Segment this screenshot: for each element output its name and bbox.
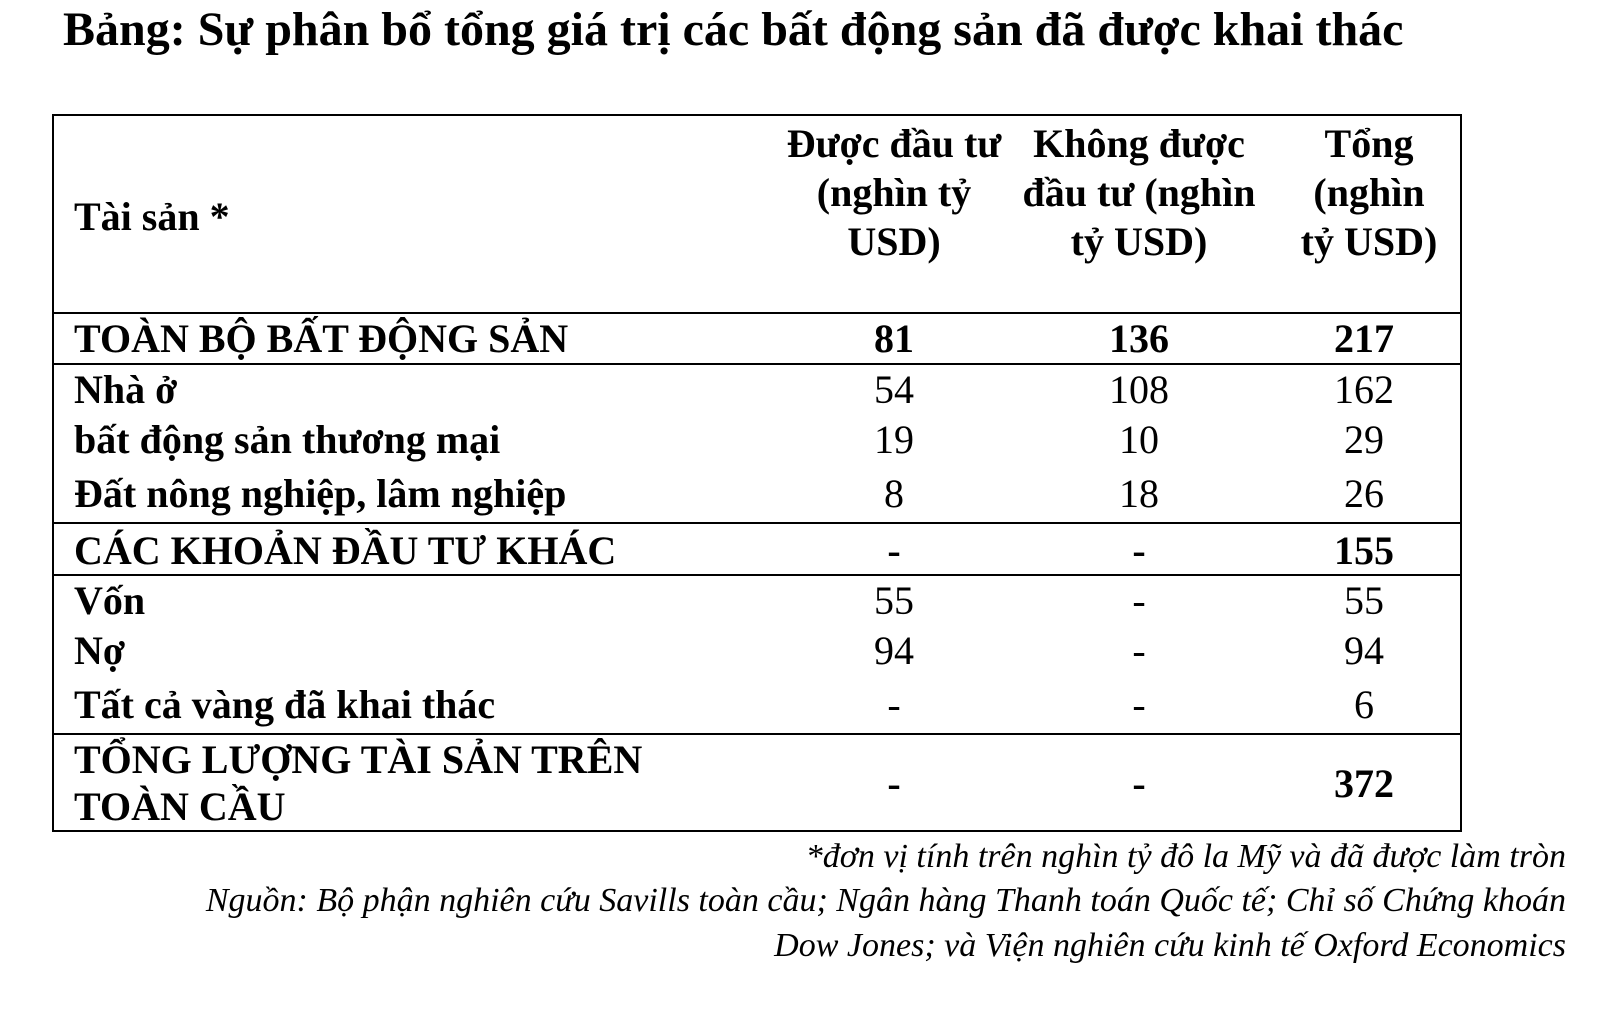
cell-total: 372 xyxy=(1334,761,1394,806)
table-title: Bảng: Sự phân bổ tổng giá trị các bất động sản đã được khai thác xyxy=(63,3,1404,56)
cell-total: 6 xyxy=(1354,682,1374,727)
row-label: TOÀN BỘ BẤT ĐỘNG SẢN xyxy=(74,316,569,361)
row-label-line2: TOÀN CẦU xyxy=(74,784,286,829)
wealth-allocation-table xyxy=(52,114,1462,832)
cell-invested: 81 xyxy=(874,316,914,361)
cell-not-invested: 18 xyxy=(1119,471,1159,516)
header-not-invested: Không được đầu tư (nghìn tỷ USD) xyxy=(1022,121,1256,264)
table-row-total-real-estate xyxy=(54,312,1460,364)
source-line-2: Dow Jones; và Viện nghiên cứu kinh tế Oxford Economics xyxy=(774,927,1566,964)
cell-total: 29 xyxy=(1344,417,1384,462)
header-asset: Tài sản * xyxy=(74,194,230,239)
cell-not-invested: 10 xyxy=(1119,417,1159,462)
header-invested: Được đầu tư (nghìn tỷ USD) xyxy=(786,121,1002,264)
cell-invested: - xyxy=(887,761,901,806)
row-label-line1: TỔNG LƯỢNG TÀI SẢN TRÊN xyxy=(74,737,643,782)
cell-invested: 8 xyxy=(884,471,904,516)
cell-invested: - xyxy=(887,528,901,573)
cell-invested: 19 xyxy=(874,417,914,462)
cell-total: 94 xyxy=(1344,628,1384,673)
cell-invested: 54 xyxy=(874,367,914,412)
cell-total: 217 xyxy=(1334,316,1394,361)
cell-not-invested: - xyxy=(1132,682,1146,727)
row-label-housing: Nhà ở xyxy=(74,367,178,412)
cell-not-invested: - xyxy=(1132,528,1146,573)
cell-not-invested: - xyxy=(1132,628,1146,673)
cell-not-invested: - xyxy=(1132,761,1146,806)
cell-invested: - xyxy=(887,682,901,727)
cell-invested: 55 xyxy=(874,578,914,623)
table-row-global-total xyxy=(54,733,1460,832)
row-label: CÁC KHOẢN ĐẦU TƯ KHÁC xyxy=(74,528,617,573)
row-label-commercial: bất động sản thương mại xyxy=(74,417,501,462)
cell-total: 155 xyxy=(1334,528,1394,573)
other-investments-subrows xyxy=(54,574,1460,734)
cell-not-invested: 136 xyxy=(1109,316,1169,361)
cell-invested: 94 xyxy=(874,628,914,673)
cell-total: 55 xyxy=(1344,578,1384,623)
row-label-gold: Tất cả vàng đã khai thác xyxy=(74,682,496,727)
row-label-equity: Vốn xyxy=(74,578,146,623)
cell-total: 162 xyxy=(1334,367,1394,412)
header-total: Tổng (nghìn tỷ USD) xyxy=(1300,121,1438,264)
footnote: *đơn vị tính trên nghìn tỷ đô la Mỹ và đã được làm tròn xyxy=(805,838,1566,875)
row-label-debt: Nợ xyxy=(74,628,126,673)
table-header-row xyxy=(54,116,1460,314)
row-label-farmland: Đất nông nghiệp, lâm nghiệp xyxy=(74,471,567,516)
cell-not-invested: 108 xyxy=(1109,367,1169,412)
real-estate-subrows xyxy=(54,363,1460,523)
cell-not-invested: - xyxy=(1132,578,1146,623)
cell-total: 26 xyxy=(1344,471,1384,516)
table-row-other-investments xyxy=(54,522,1460,574)
source-line-1: Nguồn: Bộ phận nghiên cứu Savills toàn cầu; Ngân hàng Thanh toán Quốc tế; Chỉ số Chứng khoán xyxy=(205,882,1566,919)
